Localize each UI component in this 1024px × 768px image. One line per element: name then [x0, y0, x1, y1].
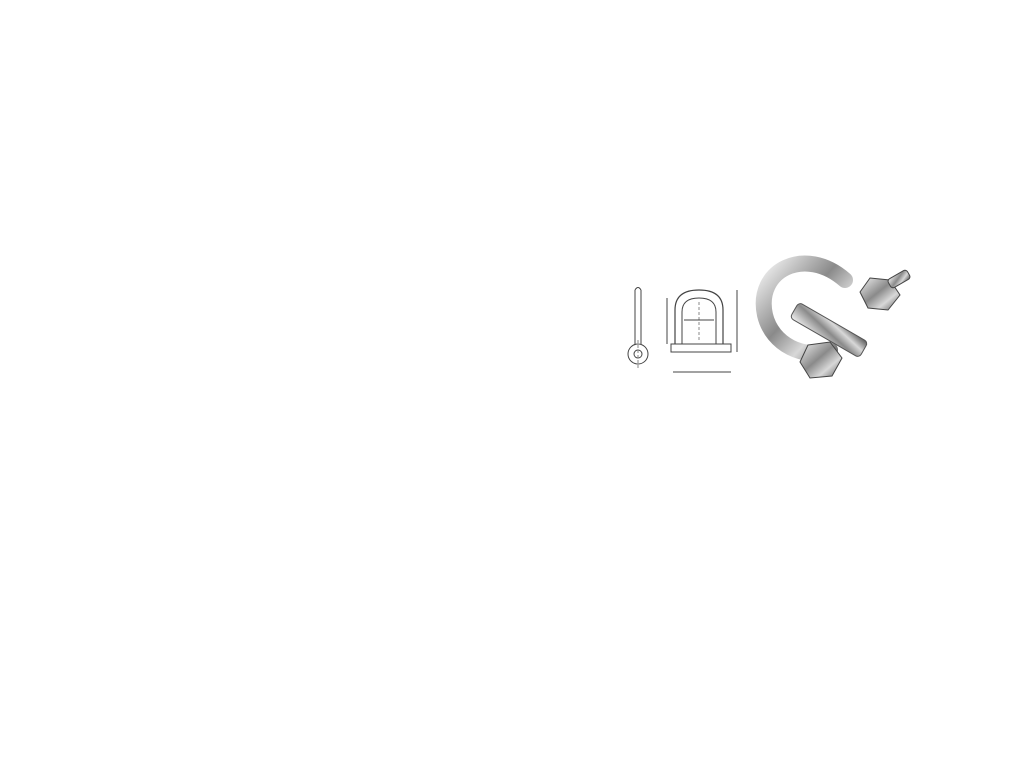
shackle-dimension-diagram: [615, 282, 750, 382]
shackle-photo: [750, 250, 920, 400]
